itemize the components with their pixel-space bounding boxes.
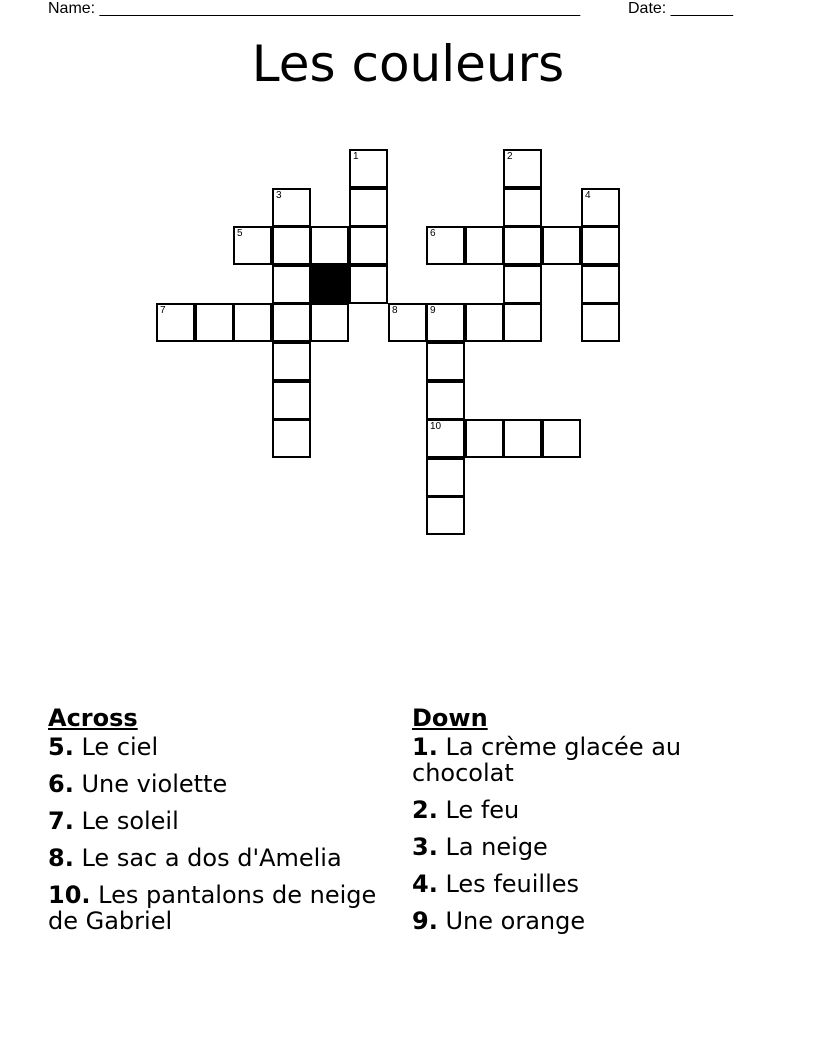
- crossword-cell[interactable]: [465, 303, 504, 342]
- down-clue: 1. La crème glacée au chocolat: [412, 733, 682, 787]
- cell-number: 7: [160, 305, 166, 316]
- clue-text: Le feu: [445, 796, 520, 824]
- clue-number: 4: [412, 870, 429, 898]
- crossword-cell[interactable]: [272, 226, 311, 265]
- across-clue: 6. Une violette: [48, 770, 228, 798]
- crossword-cell[interactable]: [503, 419, 542, 458]
- crossword-cell[interactable]: [465, 226, 504, 265]
- cell-number: 4: [585, 190, 591, 201]
- crossword-cell[interactable]: [426, 303, 465, 342]
- crossword-cell[interactable]: [581, 303, 620, 342]
- across-column: [48, 704, 388, 945]
- cell-number: 2: [507, 151, 513, 162]
- crossword-cell[interactable]: [426, 496, 465, 535]
- crossword-cell[interactable]: [503, 265, 542, 304]
- cell-number: 10: [430, 421, 442, 432]
- across-clue: 8. Le sac a dos d'Amelia: [48, 844, 342, 872]
- clue-text: La crème glacée au chocolat: [412, 733, 682, 787]
- clue-number: 5: [48, 733, 65, 761]
- crossword-cell[interactable]: [272, 419, 311, 458]
- clue-number: 2: [412, 796, 429, 824]
- clue-text: Une orange: [445, 907, 586, 935]
- crossword-cell[interactable]: [426, 419, 465, 458]
- crossword-cell[interactable]: [426, 458, 465, 497]
- clue-text: Les feuilles: [445, 870, 580, 898]
- crossword-cell[interactable]: [542, 226, 581, 265]
- crossword-cell[interactable]: [272, 188, 311, 227]
- clue-text: Le soleil: [81, 807, 179, 835]
- crossword-cell[interactable]: [195, 303, 234, 342]
- cell-number: 3: [276, 190, 282, 201]
- crossword-cell[interactable]: [156, 303, 195, 342]
- crossword-cell[interactable]: [349, 149, 388, 188]
- cell-number: 8: [392, 305, 398, 316]
- clue-text: Le sac a dos d'Amelia: [81, 844, 342, 872]
- crossword-cell[interactable]: [272, 342, 311, 381]
- crossword-cell[interactable]: [503, 188, 542, 227]
- clue-number: 7: [48, 807, 65, 835]
- crossword-cell[interactable]: [233, 303, 272, 342]
- clue-number: 3: [412, 833, 429, 861]
- crossword-cell[interactable]: [349, 265, 388, 304]
- cell-number: 5: [237, 228, 243, 239]
- page-title: Les couleurs: [251, 35, 565, 93]
- crossword-cell[interactable]: [349, 226, 388, 265]
- crossword-cell[interactable]: [581, 265, 620, 304]
- date-field-label: Date: _______: [628, 0, 733, 17]
- down-clue: 2. Le feu: [412, 796, 520, 824]
- across-heading: Across: [48, 704, 138, 732]
- down-heading: Down: [412, 704, 488, 732]
- across-clue: 7. Le soleil: [48, 807, 179, 835]
- clue-text: Le ciel: [81, 733, 159, 761]
- cell-number: 6: [430, 228, 436, 239]
- clue-text: La neige: [445, 833, 548, 861]
- down-clue: 4. Les feuilles: [412, 870, 580, 898]
- crossword-cell[interactable]: [272, 381, 311, 420]
- crossword-black-cell: [310, 265, 349, 304]
- crossword-cell[interactable]: [310, 303, 349, 342]
- down-clue: 3. La neige: [412, 833, 548, 861]
- clue-number: 1: [412, 733, 429, 761]
- down-clue: 9. Une orange: [412, 907, 586, 935]
- clue-text: Les pantalons de neige de Gabriel: [48, 881, 377, 935]
- across-clue: 10. Les pantalons de neige de Gabriel: [48, 881, 377, 935]
- crossword-cell[interactable]: [272, 265, 311, 304]
- crossword-cell[interactable]: [426, 226, 465, 265]
- crossword-cell[interactable]: [581, 226, 620, 265]
- crossword-cell[interactable]: [310, 226, 349, 265]
- clue-number: 6: [48, 770, 65, 798]
- crossword-cell[interactable]: [426, 342, 465, 381]
- crossword-cell[interactable]: [388, 303, 427, 342]
- down-column: [412, 704, 732, 945]
- clue-text: Une violette: [81, 770, 228, 798]
- clue-number: 10: [48, 881, 82, 909]
- crossword-cell[interactable]: [426, 381, 465, 420]
- crossword-cell[interactable]: [503, 303, 542, 342]
- clue-number: 8: [48, 844, 65, 872]
- crossword-cell[interactable]: [465, 419, 504, 458]
- name-field-label: Name: ______________________________________________________: [48, 0, 581, 17]
- crossword-cell[interactable]: [233, 226, 272, 265]
- crossword-cell[interactable]: [503, 149, 542, 188]
- cell-number: 9: [430, 305, 436, 316]
- clue-number: 9: [412, 907, 429, 935]
- across-clue: 5. Le ciel: [48, 733, 159, 761]
- cell-number: 1: [353, 151, 359, 162]
- crossword-cell[interactable]: [542, 419, 581, 458]
- crossword-cell[interactable]: [349, 188, 388, 227]
- crossword-cell[interactable]: [581, 188, 620, 227]
- crossword-cell[interactable]: [272, 303, 311, 342]
- crossword-cell[interactable]: [503, 226, 542, 265]
